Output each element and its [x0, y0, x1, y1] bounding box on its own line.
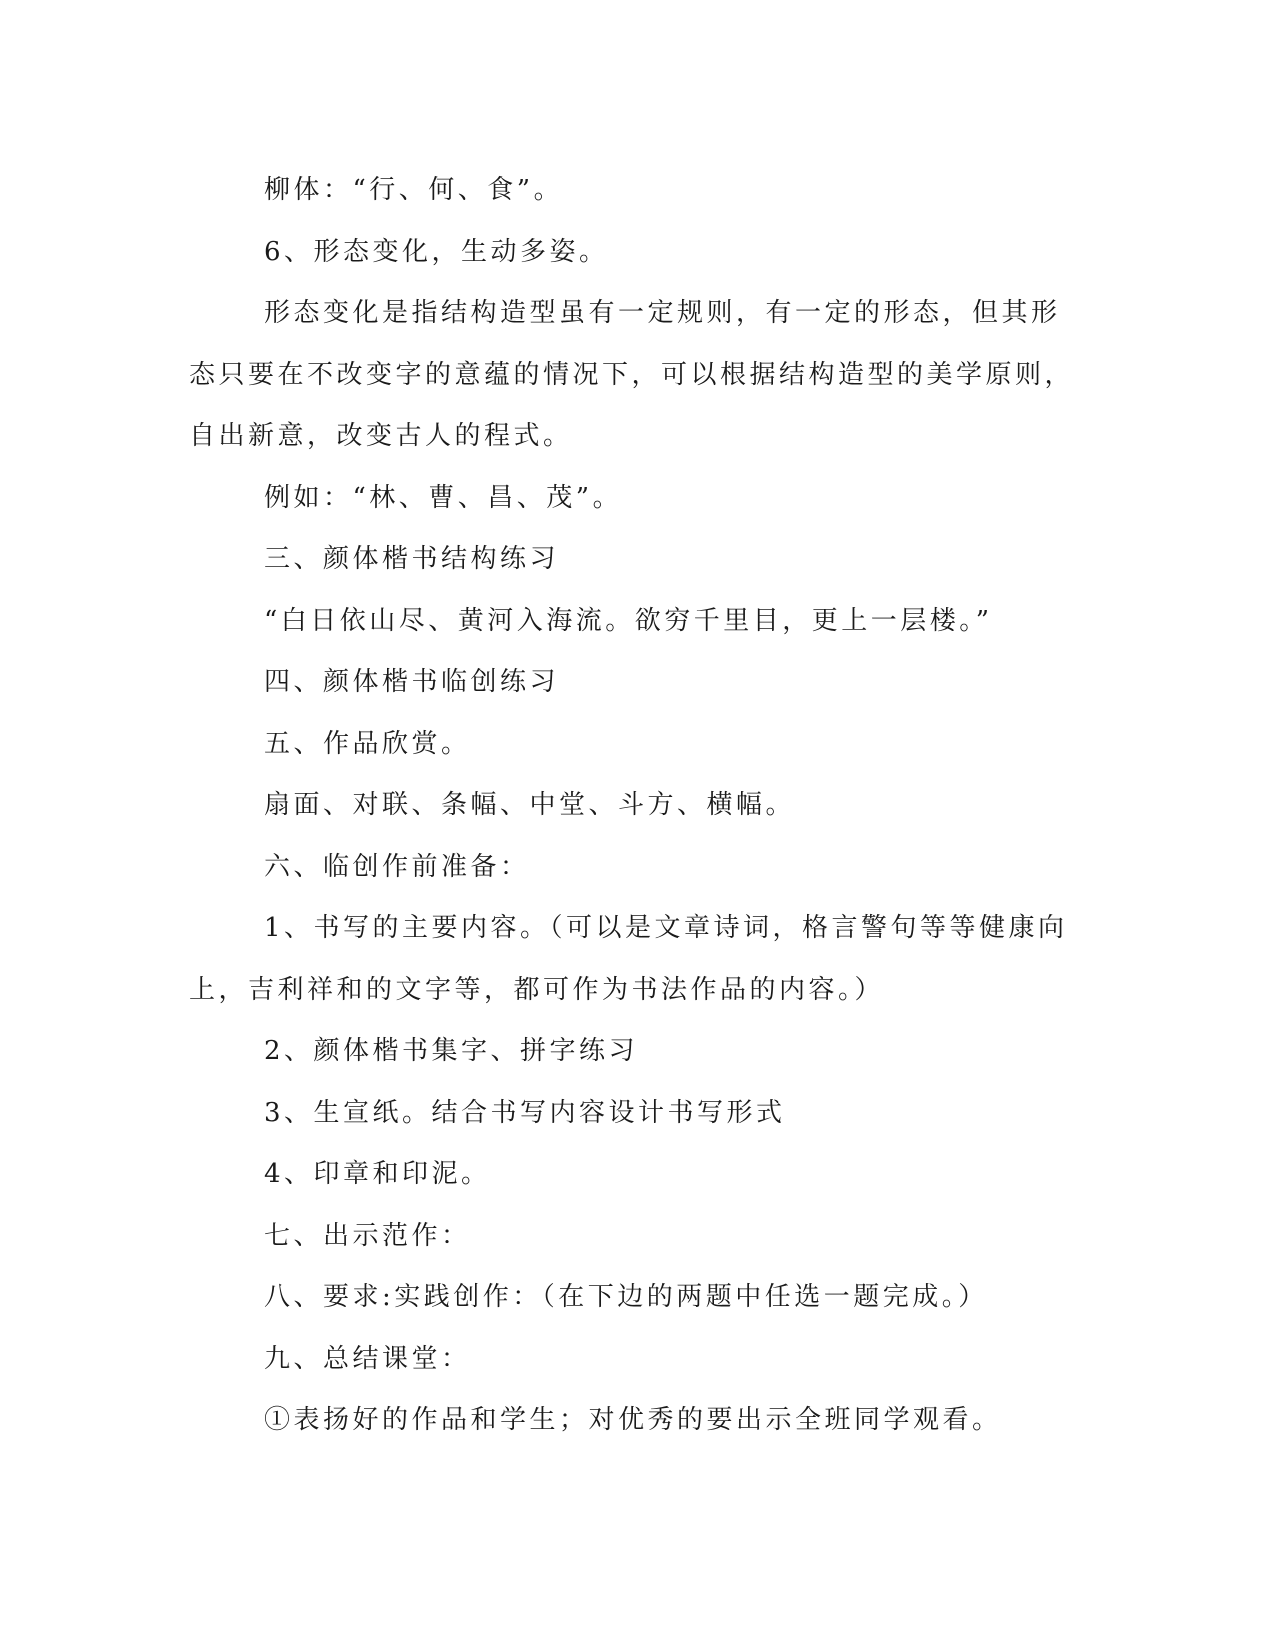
- paragraph-preparation-seal: 4、印章和印泥。: [264, 1159, 491, 1189]
- section-heading-show-examples: 七、出示范作：: [264, 1220, 471, 1251]
- paragraph-preparation-character-practice: 2、颜体楷书集字、拼字练习: [264, 1036, 639, 1066]
- section-heading-requirements: 八、要求:实践创作：（在下边的两题中任选一题完成。）: [264, 1282, 988, 1312]
- section-heading-copy-create-practice: 四、颜体楷书临创练习: [264, 667, 560, 697]
- paragraph-preparation-paper: 3、生宣纸。结合书写内容设计书写形式: [264, 1097, 786, 1128]
- paragraph-practice-poem: “白日依山尽、黄河入海流。欲穷千里目，更上一层楼。”: [264, 605, 993, 636]
- paragraph-preparation-content: 1、书写的主要内容。（可以是文章诗词，格言警句等等健康向上，吉利祥和的文字等，都可作为书法作品的内容。）: [189, 913, 1068, 1005]
- section-heading-structure-practice: 三、颜体楷书结构练习: [264, 544, 560, 574]
- paragraph-work-formats: 扇面、对联、条幅、中堂、斗方、横幅。: [264, 790, 796, 820]
- section-heading-work-appreciation: 五、作品欣赏。: [264, 728, 471, 759]
- paragraph-liu-style-examples: 柳体：“行、何、食”。: [264, 175, 564, 205]
- section-heading-summary: 九、总结课堂：: [264, 1343, 471, 1374]
- paragraph-shape-variation-examples: 例如：“林、曹、昌、茂”。: [264, 482, 623, 513]
- section-heading-preparation: 六、临创作前准备：: [264, 851, 530, 882]
- paragraph-summary-praise: ①表扬好的作品和学生；对优秀的要出示全班同学观看。: [264, 1405, 1002, 1435]
- paragraph-heading-shape-variation: 6、形态变化，生动多姿。: [264, 236, 609, 267]
- document-body: [189, 160, 1089, 1452]
- paragraph-shape-variation-explanation: 形态变化是指结构造型虽有一定规则，有一定的形态，但其形态只要在不改变字的意蕴的情况下，可以根据结构造型的美学原则，自出新意，改变古人的程式。: [189, 298, 1075, 451]
